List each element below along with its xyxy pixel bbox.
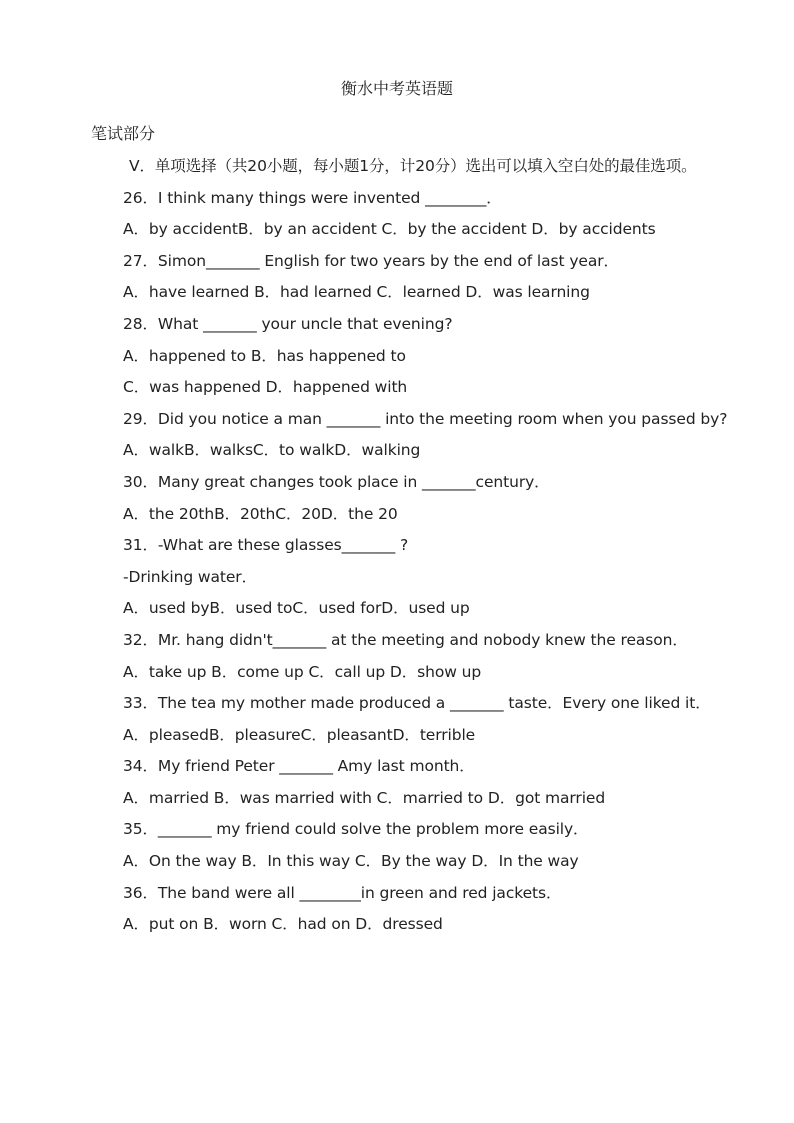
options-27: A．have learned B．had learned C．learned D．was learning [123,283,590,302]
question-36: 36．The band were all ________in green and red jackets． [123,883,562,902]
question-26: 26．I think many things were invented ________． [123,188,502,207]
question-30: 30．Many great changes took place in _______century． [123,472,550,491]
options-35: A．On the way B．In this way C．By the way D．In the way [123,852,579,871]
section-heading: 笔试部分 [91,124,156,143]
question-34: 34．My friend Peter _______ Amy last month． [123,757,475,776]
question-31: 31．-What are these glasses_______ ? [123,536,409,555]
options-30: A．the 20thB．20thC．20D．the 20 [123,504,398,523]
options-32: A．take up B．come up C．call up D．show up [123,662,482,681]
options-29: A．walkB．walksC．to walkD．walking [123,441,421,460]
options-34: A．married B．was married with C．married to D．got married [123,788,606,807]
options-36: A．put on B．worn C．had on D．dressed [123,915,443,934]
question-list [123,154,763,944]
page-title: 衡水中考英语题 [340,79,453,98]
options-26: A．by accidentB．by an accident C．by the accident D．by accidents [123,220,656,239]
question-28: 28．What _______ your uncle that evening? [123,314,453,333]
instruction-text: Ⅴ．单项选择（共20小题，每小题1分，计20分）选出可以填入空白处的最佳选项。 [129,157,697,175]
question-33: 33．The tea my mother made produced a _______ taste．Every one liked it． [123,694,711,713]
question-35: 35．_______ my friend could solve the problem more easily． [123,820,589,839]
answer-31: -Drinking water． [123,567,257,586]
options-28-cd: C．was happened D．happened with [123,378,408,397]
question-29: 29．Did you notice a man _______ into the meeting room when you passed by? [123,409,728,428]
options-28-ab: A．happened to B．has happened to [123,346,406,365]
options-33: A．pleasedB．pleasureC．pleasantD．terrible [123,725,476,744]
question-27: 27．Simon_______ English for two years by the end of last year． [123,251,619,270]
question-32: 32．Mr. hang didn't_______ at the meeting and nobody knew the reason． [123,630,688,649]
options-31: A．used byB．used toC．used forD．used up [123,599,470,618]
